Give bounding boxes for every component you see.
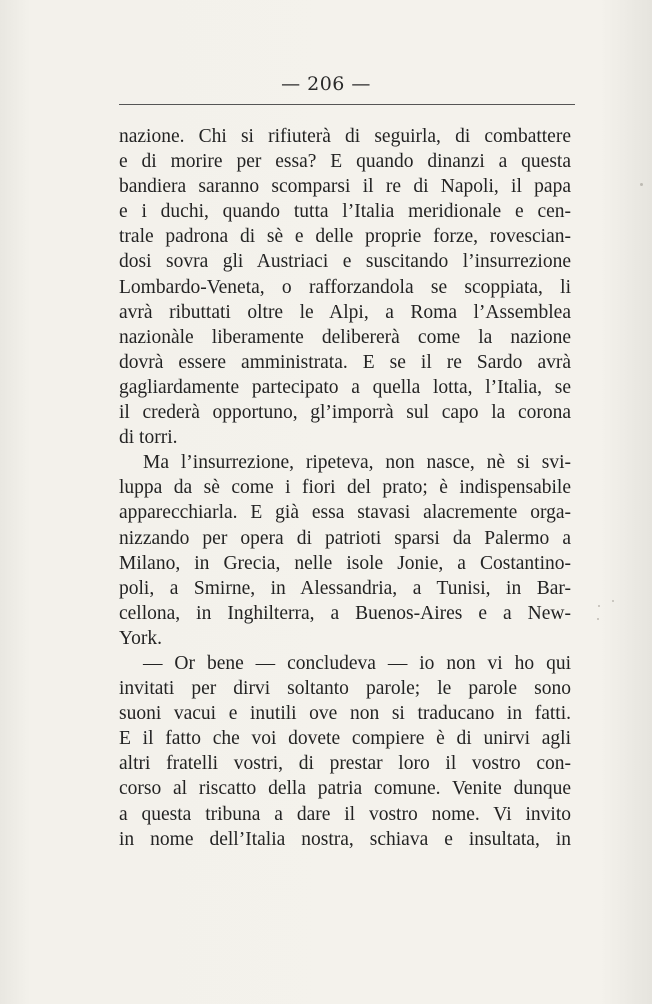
scan-speck [640, 183, 643, 186]
text-line: cellona, in Inghilterra, a Buenos-Aires e a New- [119, 602, 571, 624]
header-rule [119, 104, 575, 105]
text-line: bandiera saranno scomparsi il re di Napoli, il papa [119, 176, 571, 198]
text-line: trale padrona di sè e delle proprie forze, rovescian- [119, 226, 571, 248]
text-line: dovrà essere amministrata. E se il re Sardo avrà [119, 351, 571, 373]
text-line: e di morire per essa? E quando dinanzi a questa [119, 151, 571, 173]
text-line: apparecchiarla. E già essa stavasi alacremente orga- [119, 502, 571, 524]
text-line: gagliardamente partecipato a quella lotta, l’Italia, se [119, 376, 571, 398]
text-line: — Or bene — concludeva — io non vi ho qui [143, 652, 571, 674]
paragraph-1 [119, 124, 571, 450]
text-line: altri fratelli vostri, di prestar loro il vostro con- [119, 753, 571, 775]
text-line: luppa da sè come i fiori del prato; è indispensabile [119, 477, 571, 499]
text-line: Ma l’insurrezione, ripeteva, non nasce, nè si svi- [143, 452, 571, 474]
text-line: di torri. [119, 427, 178, 449]
text-line: E il fatto che voi dovete compiere è di unirvi agli [119, 728, 571, 750]
text-line: dosi sovra gli Austriaci e suscitando l’insurrezione [119, 251, 571, 273]
text-line: il crederà opportuno, gl’imporrà sul capo la corona [119, 402, 571, 424]
text-line: invitati per dirvi soltanto parole; le parole sono [119, 678, 571, 700]
scan-speck [612, 600, 614, 602]
text-line: corso al riscatto della patria comune. Venite dunque [119, 778, 571, 800]
text-line: suoni vacui e inutili ove non si traducano in fatti. [119, 703, 571, 725]
text-line: nazionàle liberamente delibererà come la nazione [119, 326, 571, 348]
page-number: — 206 — [281, 73, 371, 95]
scan-speck [598, 605, 600, 607]
paragraph-2 [119, 450, 571, 651]
text-line: in nome dell’Italia nostra, schiava e insultata, in [119, 828, 571, 850]
text-line: poli, a Smirne, in Alessandria, a Tunisi, in Bar- [119, 577, 571, 599]
scan-speck [597, 618, 599, 620]
paragraph-3 [119, 651, 571, 852]
text-line: Milano, in Grecia, nelle isole Jonie, a Costantino- [119, 552, 571, 574]
text-line: e i duchi, quando tutta l’Italia meridionale e cen- [119, 201, 571, 223]
text-line: York. [119, 627, 162, 649]
text-line: a questa tribuna a dare il vostro nome. Vi invito [119, 803, 571, 825]
text-line: Lombardo-Veneta, o rafforzandola se scoppiata, li [119, 276, 571, 298]
text-line: nazione. Chi si rifiuterà di seguirla, di combattere [119, 126, 571, 147]
text-line: nizzando per opera di patrioti sparsi da Palermo a [119, 527, 571, 549]
text-line: avrà ributtati oltre le Alpi, a Roma l’Assemblea [119, 301, 571, 323]
page-body [119, 124, 571, 852]
